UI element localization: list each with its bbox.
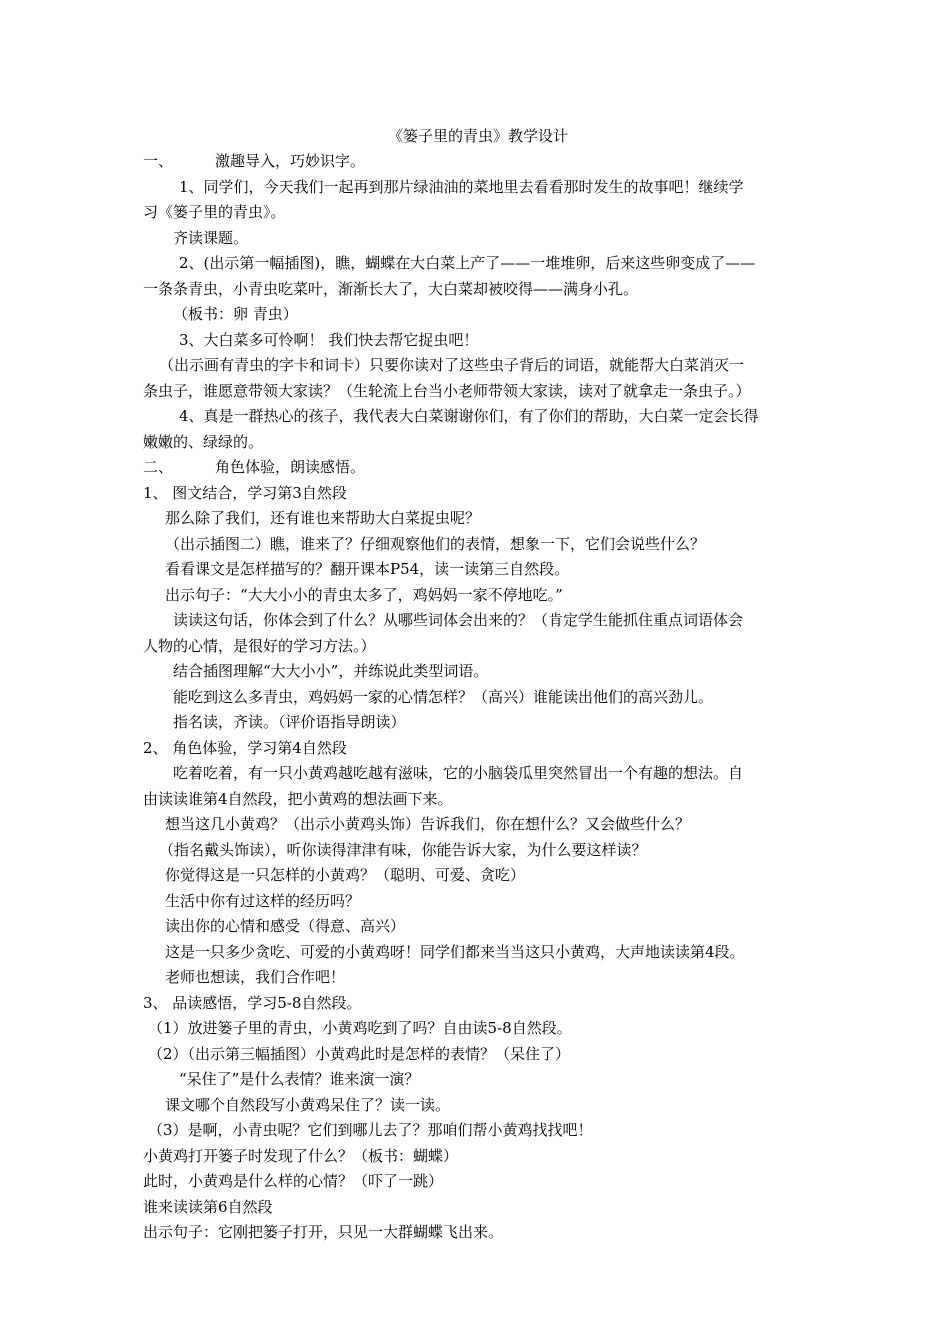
- text-line: 3、大白菜多可怜啊！ 我们快去帮它捉虫吧！: [179, 330, 479, 349]
- text-line: 课文哪个自然段写小黄鸡呆住了？读一读。: [165, 1095, 451, 1114]
- text-line: 指名读，齐读。（评价语指导朗读）: [173, 713, 406, 731]
- text-line: （出示画有青虫的字卡和词卡）只要你读对了这些虫子背后的词语，就能帮大白菜消灭一: [159, 356, 745, 374]
- text-line: 生活中你有过这样的经历吗？: [165, 891, 361, 910]
- text-line: 2、 角色体验，学习第4自然段: [143, 738, 347, 757]
- text-line: [143, 455, 813, 481]
- text-line: 齐读课题。: [173, 228, 249, 247]
- text-line: 读读这句话，你体会到了什么？从哪些词体会出来的？（肯定学生能抓住重点词语体会: [173, 611, 744, 629]
- text-line: 读出你的心情和感受（得意、高兴）: [165, 917, 406, 935]
- text-line: “呆住了”是什么表情？谁来演一演？: [179, 1070, 420, 1088]
- text-line: 那么除了我们，还有谁也来帮助大白菜捉虫呢？: [165, 509, 481, 527]
- text-line: 想当这几小黄鸡？（出示小黄鸡头饰）告诉我们，你在想什么？又会做些什么？: [165, 815, 691, 833]
- text-line: 结合插图理解“大大小小”，并练说此类型词语。: [173, 662, 489, 680]
- section-heading: 角色体验，朗读感悟。: [215, 458, 366, 476]
- text-line: 能吃到这么多青虫，鸡妈妈一家的心情怎样？（高兴）谁能读出他们的高兴劲儿。: [173, 687, 714, 706]
- text-line: （板书：卵 青虫）: [173, 305, 298, 323]
- text-line: [143, 149, 813, 175]
- text-line: 这是一只多少贪吃、可爱的小黄鸡呀！同学们都来当当这只小黄鸡，大声地读读第4段。: [165, 942, 745, 961]
- text-line: 看看课文是怎样描写的？翻开课本P54，读一读第三自然段。: [165, 560, 570, 578]
- text-line: 习《篓子里的青虫》。: [143, 203, 286, 221]
- text-line: 你觉得这是一只怎样的小黄鸡？（聪明、可爱、贪吃）: [165, 866, 526, 884]
- text-line: 出示句子：“大大小小的青虫太多了，鸡妈妈一家不停地吃。”: [165, 585, 563, 604]
- document-page: [143, 126, 813, 1246]
- section-number: 一、: [143, 152, 174, 170]
- text-line: 3、 品读感悟，学习5-8自然段。: [143, 993, 362, 1012]
- section-number: 二、: [143, 458, 174, 476]
- text-line: 人物的心情，是很好的学习方法。）: [143, 636, 376, 655]
- text-line: 此时，小黄鸡是什么样的心情？（吓了一跳）: [143, 1172, 444, 1190]
- text-line: 吃着吃着，有一只小黄鸡越吃越有滋味，它的小脑袋瓜里突然冒出一个有趣的想法。自: [173, 764, 744, 782]
- text-line: 一条条青虫，小青虫吃菜叶，渐渐长大了，大白菜却被咬得——满身小孔。: [143, 279, 639, 298]
- text-line: 条虫子，谁愿意带领大家读？（生轮流上台当小老师带领大家读，读对了就拿走一条虫子。）: [143, 381, 751, 400]
- text-line: 小黄鸡打开篓子时发现了什么？（板书：蝴蝶）: [143, 1146, 459, 1165]
- text-line: 出示句子：它刚把篓子打开，只见一大群蝴蝶飞出来。: [143, 1223, 504, 1241]
- section-heading: 激趣导入，巧妙识字。: [215, 152, 366, 170]
- text-line: 嫩嫩的、绿绿的。: [143, 432, 264, 451]
- document-body: [143, 149, 813, 1246]
- text-line: （2）（出示第三幅插图）小黄鸡此时是怎样的表情？（呆住了）: [148, 1044, 571, 1063]
- text-line: 老师也想读，我们合作吧！: [165, 968, 346, 986]
- text-line: （出示插图二）瞧，谁来了？仔细观察他们的表情，想象一下，它们会说些什么？: [165, 534, 706, 553]
- text-line: （1）放进篓子里的青虫，小黄鸡吃到了吗？自由读5-8自然段。: [148, 1019, 572, 1037]
- text-line: 2、(出示第一幅插图)，瞧，蝴蝶在大白菜上产了——一堆堆卵，后来这些卵变成了——: [179, 254, 756, 272]
- text-line: （指名戴头饰读），听你读得津津有味，你能告诉大家，为什么要这样读？: [159, 840, 647, 859]
- text-line: 1、 图文结合，学习第3自然段: [143, 483, 347, 502]
- document-title: 《篓子里的青虫》教学设计: [387, 127, 568, 145]
- text-line: 1、同学们，今天我们一起再到那片绿油油的菜地里去看看那时发生的故事吧！继续学: [179, 177, 744, 196]
- text-line: 由读读谁第4自然段，把小黄鸡的想法画下来。: [143, 789, 453, 808]
- text-line: （3）是啊，小青虫呢？它们到哪儿去了？那咱们帮小黄鸡找找吧！: [148, 1121, 593, 1139]
- text-line: 4、真是一群热心的孩子，我代表大白菜谢谢你们，有了你们的帮助，大白菜一定会长得: [179, 407, 759, 425]
- text-line: 谁来读读第6自然段: [143, 1197, 273, 1216]
